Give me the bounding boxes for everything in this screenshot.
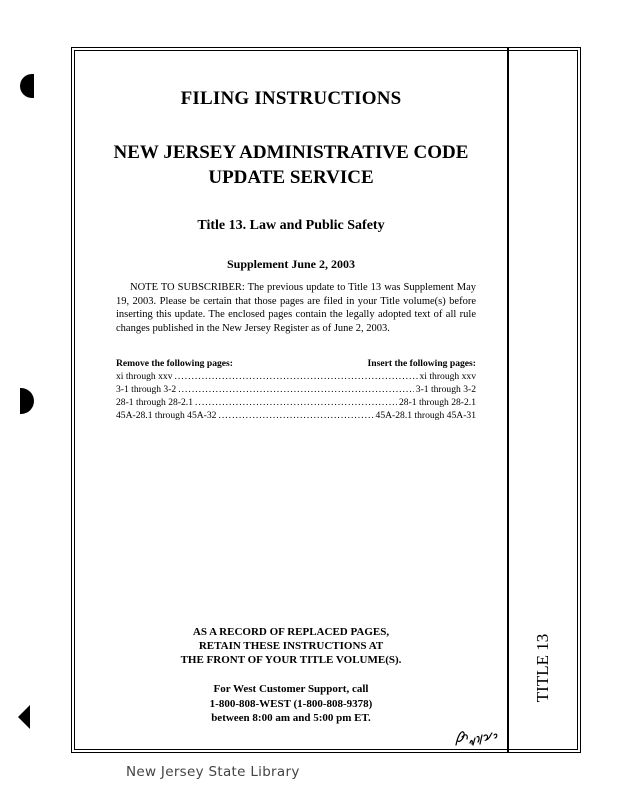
punch-hole-bottom	[18, 705, 30, 729]
title-name: Title 13. Law and Public Safety	[197, 218, 385, 233]
customer-support-info	[75, 682, 507, 726]
insert-pages-cell: 3-1 through 3-2	[415, 384, 476, 395]
note-to-subscriber: NOTE TO SUBSCRIBER: The previous update to Title 13 was Supplement May 19, 2003. Please be certain that those pages are filed in your Title volume(s) before inserting this update. The enclosed pages contain the legally adopted text of all rule changes published in the New Jersey Register as of June 2, 2003.	[116, 282, 476, 334]
page-list-row	[116, 370, 476, 383]
page-replacement-list	[116, 357, 476, 422]
support-hours: between 8:00 am and 5:00 pm ET.	[211, 712, 371, 724]
insert-pages-cell: 45A-28.1 through 45A-31	[375, 410, 476, 421]
remove-pages-header: Remove the following pages:	[116, 358, 233, 369]
code-heading-line1: NEW JERSEY ADMINISTRATIVE CODE	[113, 142, 469, 163]
insert-pages-header: Insert the following pages:	[367, 358, 476, 369]
support-line1: For West Customer Support, call	[213, 683, 369, 695]
record-notice-line3: THE FRONT OF YOUR TITLE VOLUME(S).	[180, 654, 402, 666]
insert-pages-cell: 28-1 through 28-2.1	[398, 397, 476, 408]
dot-leader	[175, 370, 418, 383]
remove-pages-cell: xi through xxv	[116, 371, 173, 382]
dot-leader	[195, 396, 397, 409]
handwritten-initials-signature	[452, 723, 508, 749]
filing-instructions-heading: FILING INSTRUCTIONS	[180, 88, 402, 109]
page-list-header	[116, 357, 476, 370]
remove-pages-cell: 3-1 through 3-2	[116, 384, 177, 395]
remove-pages-cell: 45A-28.1 through 45A-32	[116, 410, 217, 421]
page-list-row	[116, 383, 476, 396]
code-heading-line2: UPDATE SERVICE	[208, 167, 374, 188]
record-notice-line2: RETAIN THESE INSTRUCTIONS AT	[198, 640, 384, 652]
record-notice	[75, 625, 507, 667]
dot-leader	[178, 383, 414, 396]
supplement-date: Supplement June 2, 2003	[226, 257, 356, 271]
punch-hole-top	[20, 74, 34, 98]
side-tab-divider	[507, 47, 509, 753]
insert-pages-cell: xi through xxv	[419, 371, 476, 382]
library-stamp: New Jersey State Library	[126, 764, 300, 780]
page-list-row	[116, 409, 476, 422]
remove-pages-cell: 28-1 through 28-2.1	[116, 397, 194, 408]
page-list-row	[116, 396, 476, 409]
record-notice-line1: AS A RECORD OF REPLACED PAGES,	[192, 626, 390, 638]
dot-leader	[218, 409, 373, 422]
support-phone: 1-800-808-WEST (1-800-808-9378)	[209, 697, 373, 710]
code-heading	[75, 140, 507, 190]
side-tab-title: TITLE 13	[533, 633, 552, 703]
punch-hole-middle	[20, 388, 34, 414]
